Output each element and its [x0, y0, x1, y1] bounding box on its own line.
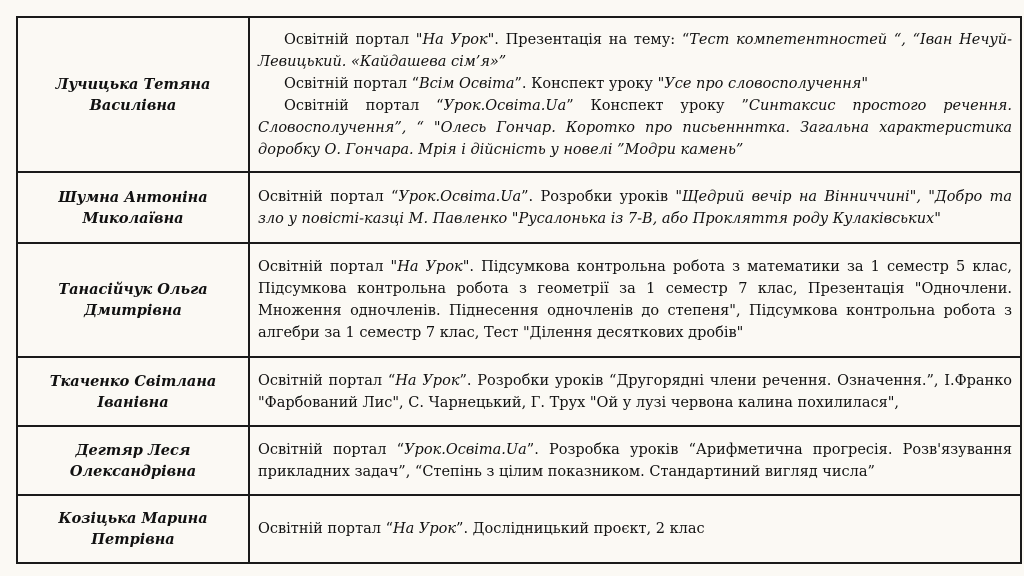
portal-name: На Урок [422, 31, 488, 48]
entry-title: Усе про словосполучення" [664, 75, 869, 92]
table-row [17, 172, 1021, 243]
portal-name: На Урок [395, 372, 460, 389]
teacher-name: Дегтяр Леся Олександрівна [17, 426, 249, 495]
portal-name: Урок.Освіта.Ua [398, 188, 522, 205]
entry-text: ". Презентація на тему: “ [487, 31, 690, 48]
portal-name: Всім Освіта [418, 75, 515, 92]
entry-text: ". Підсумкова контрольна робота з математики за 1 семестр 5 клас, Підсумкова контрольна робота з геометрії за 1 семестр 7 клас, Презентація "Одночлени. Множення одночленів. Піднесення одночленів до степеня", Підсумкова контрольна робота з алгебри за 1 семестр 7 клас, Тест "Ділення десяткових дробів" [258, 259, 1012, 341]
publication-entry [258, 186, 1012, 230]
teacher-name: Ткаченко Світлана Іванівна [17, 357, 249, 426]
teacher-publications [249, 495, 1021, 563]
portal-name: На Урок [392, 521, 457, 537]
portal-prefix: Освітній портал “ [284, 75, 419, 92]
teacher-name: Козіцька Марина Петрівна [17, 495, 249, 563]
teachers-table-container [16, 16, 1022, 562]
publication-entry [258, 95, 1012, 161]
entry-text: ”. Розробки уроків " [521, 188, 682, 205]
teacher-publications [249, 17, 1021, 172]
portal-prefix: Освітній портал " [258, 259, 398, 275]
portal-prefix: Освітній портал “ [284, 97, 444, 114]
portal-prefix: Освітній портал “ [258, 441, 405, 458]
portal-prefix: Освітній портал “ [258, 521, 393, 537]
portal-prefix: Освітній портал " [284, 31, 423, 48]
entry-text: ” Конспект уроку ” [566, 97, 749, 114]
entry-title: Синтаксис простого речення. Словосполучення”, “ "Олесь Гончар. Коротко про письенннтка. Загальна характеристика доробку О. Гончара. Мрія і дійсність у новелі ”Модри камень” [258, 97, 1012, 158]
teacher-publications [249, 426, 1021, 495]
teacher-name: Лучицька Тетяна Василівна [17, 17, 249, 172]
portal-name: Урок.Освіта.Ua [404, 441, 527, 458]
entry-title: Щедрий вечір на Вінниччині", "Добро та зло у повісті-казці М. Павленко "Русалонька із 7-В, або Прокляття роду Кулаківських" [258, 188, 1012, 227]
portal-prefix: Освітній портал “ [258, 372, 396, 389]
entry-text: ”. Конспект уроку " [514, 75, 665, 92]
portal-name: Урок.Освіта.Ua [443, 97, 567, 114]
publication-entry [258, 73, 1012, 95]
publication-entry [258, 439, 1012, 483]
publication-entry [258, 370, 1012, 414]
table-row [17, 243, 1021, 357]
teacher-publications [249, 172, 1021, 243]
table-row [17, 426, 1021, 495]
publication-entry [258, 518, 1012, 540]
teachers-table [16, 16, 1022, 564]
entry-title: Тест компетентностей “, “Іван Нечуй-Левицький. «Кайдашева сім’я»” [258, 31, 1012, 70]
teacher-name: Танасійчук Ольга Дмитрівна [17, 243, 249, 357]
table-row [17, 17, 1021, 172]
portal-prefix: Освітній портал “ [258, 188, 399, 205]
publication-entry [258, 29, 1012, 73]
publication-entry [258, 256, 1012, 344]
entry-text: ”. Розробки уроків “Другорядні члени речення. Означення.”, І.Франко "Фарбований Лис", С. Чарнецький, Г. Трух "Ой у лузі червона калина похилилася", [258, 372, 1013, 411]
entry-text: ”. Дослідницький проєкт, 2 клас [456, 521, 705, 537]
teacher-publications [249, 243, 1021, 357]
portal-name: На Урок [397, 259, 463, 275]
teacher-publications [249, 357, 1021, 426]
teacher-name: Шумна Антоніна Миколаївна [17, 172, 249, 243]
entry-text: ”. Розробка уроків “Арифметична прогресія. Розв'язування прикладних задач”, “Степінь з цілим показником. Стандартиний вигляд числа” [258, 441, 1012, 480]
table-row [17, 495, 1021, 563]
table-row [17, 357, 1021, 426]
